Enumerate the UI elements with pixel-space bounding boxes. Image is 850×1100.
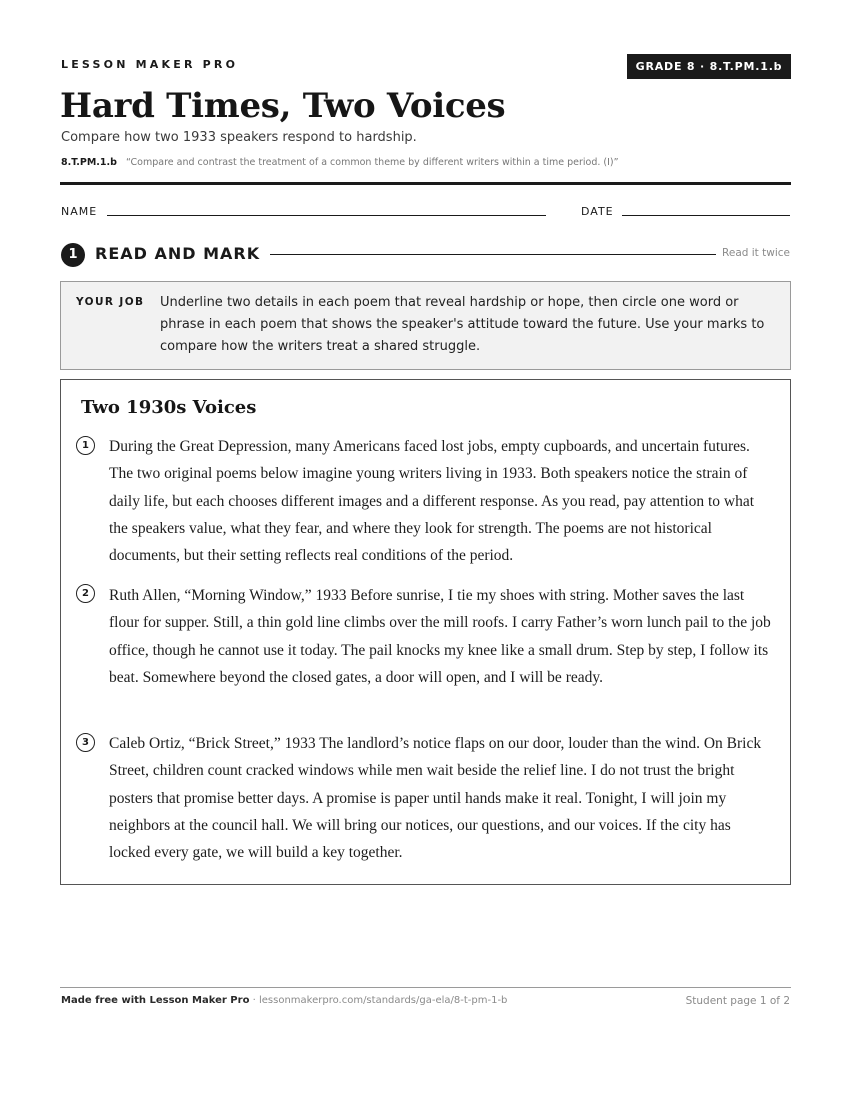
brand-label: LESSON MAKER PRO: [61, 58, 239, 71]
paragraph-3: Caleb Ortiz, “Brick Street,” 1933 The landlord’s notice flaps on our door, louder than the wind. On Brick Street, children count cracked windows while men wait beside the relief line. I do not trust the bright posters that promise better days. A promise is paper until hands make it real. Tonight, I will join my neighbors at the council hall. We will bring our notices, our questions, and our voices. If the city has locked every gate, we will build a key together.: [109, 735, 762, 862]
name-field[interactable]: [107, 215, 546, 216]
footer-credit: [61, 995, 507, 1006]
page-title: Hard Times, Two Voices: [60, 86, 506, 126]
date-label: DATE: [581, 205, 614, 218]
paragraph-number-1: 1: [76, 436, 95, 455]
paragraph-1: During the Great Depression, many Americans faced lost jobs, empty cupboards, and uncertain futures. The two original poems below imagine young writers living in 1933. Both speakers notice the strain of daily life, but each chooses different images and a different response. As you read, pay attention to what the speakers value, what they fear, and where they look for strength. The poems are not historical documents, but their setting reflects real conditions of the period.: [109, 438, 755, 565]
standard-code: 8.T.PM.1.b: [61, 157, 117, 168]
section-note: Read it twice: [722, 247, 790, 259]
paragraph-number-2: 2: [76, 584, 95, 603]
grade-badge: GRADE 8 · 8.T.PM.1.b: [627, 54, 791, 79]
job-text: Underline two details in each poem that reveal hardship or hope, then circle one word or phrase in each poem that shows the speaker's attitude toward the future. Use your marks to compare how the writers treat a shared struggle.: [160, 295, 765, 354]
passage-box: [60, 379, 791, 885]
paragraph-2: Ruth Allen, “Morning Window,” 1933 Before sunrise, I tie my shoes with string. Mother saves the last flour for supper. Still, a thin gold line climbs over the mill roofs. I carry Father’s worn lunch pail to the job office, though he cannot use it today. The pail knocks my knee like a small drum. Step by step, I follow its beat. Somewhere beyond the closed gates, a door will open, and I will be ready.: [109, 587, 771, 686]
footer-rule: [60, 987, 791, 988]
date-field[interactable]: [622, 215, 790, 216]
page-subtitle: Compare how two 1933 speakers respond to hardship.: [61, 130, 417, 145]
name-label: NAME: [61, 205, 98, 218]
section-rule: [270, 254, 716, 255]
section-title: READ AND MARK: [95, 244, 261, 263]
header-divider: [60, 182, 791, 185]
passage-title: Two 1930s Voices: [81, 397, 257, 418]
standard-line: [61, 157, 619, 168]
job-box: [60, 281, 791, 370]
footer-page-number: Student page 1 of 2: [685, 995, 790, 1007]
paragraph-number-3: 3: [76, 733, 95, 752]
section-number-badge: 1: [61, 243, 85, 267]
job-label: YOUR JOB: [76, 296, 145, 308]
standard-text: “Compare and contrast the treatment of a common theme by different writers within a time period. (I)”: [125, 157, 619, 168]
footer-made-with: Made free with Lesson Maker Pro: [61, 995, 250, 1006]
footer-url[interactable]: · lessonmakerpro.com/standards/ga-ela/8-t-pm-1-b: [249, 995, 508, 1006]
